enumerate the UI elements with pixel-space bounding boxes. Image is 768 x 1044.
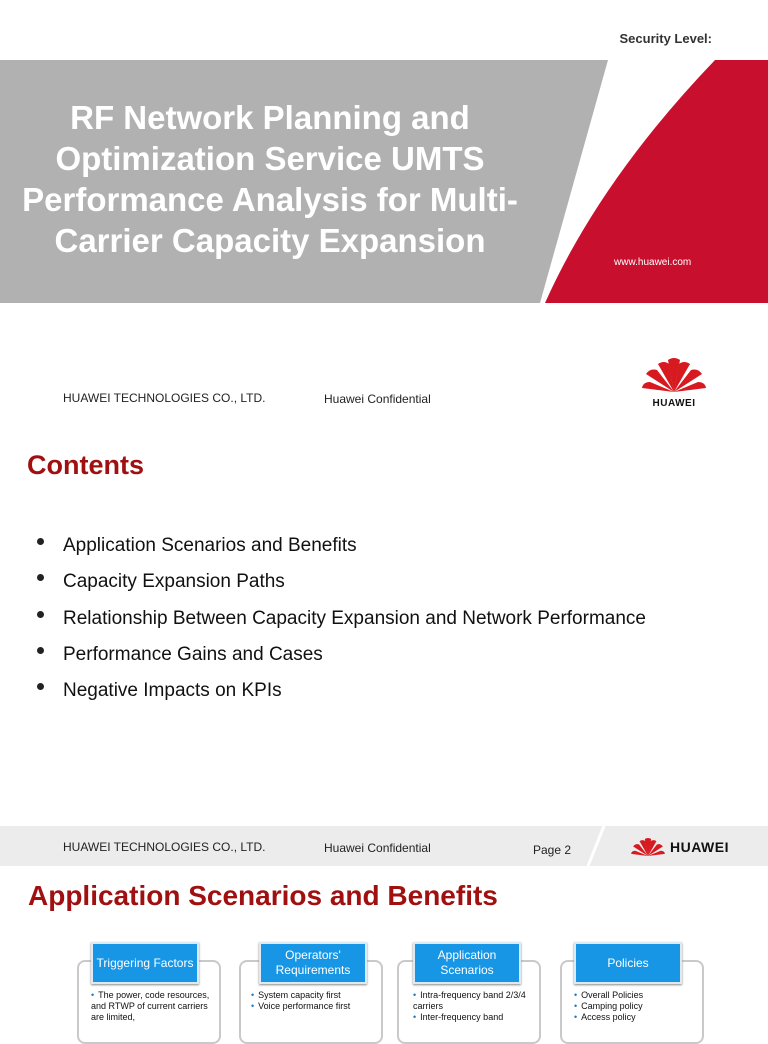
policies-header: Policies xyxy=(574,942,682,984)
application-scenarios-header: Application Scenarios xyxy=(413,942,521,984)
company-name: HUAWEI TECHNOLOGIES CO., LTD. xyxy=(63,391,266,405)
huawei-logo xyxy=(640,356,708,408)
confidential-label: Huawei Confidential xyxy=(324,392,431,406)
page-number: Page 2 xyxy=(533,843,572,857)
huawei-logo-text: HUAWEI xyxy=(670,839,729,855)
contents-title: Contents xyxy=(27,450,144,480)
website-url: www.huawei.com xyxy=(614,257,692,268)
list-item: Relationship Between Capacity Expansion and Network Performance xyxy=(37,608,646,630)
bullet-icon: • xyxy=(574,1012,578,1022)
list-item: • Inter-frequency band xyxy=(413,1012,504,1022)
bullet-icon: • xyxy=(251,990,255,1000)
list-item: Performance Gains and Cases xyxy=(37,644,323,666)
bullet-icon: • xyxy=(413,990,417,1000)
huawei-logo xyxy=(630,834,750,860)
list-item: • Access policy xyxy=(574,1012,636,1022)
list-item: • Camping policy xyxy=(574,1001,643,1011)
list-item: Capacity Expansion Paths xyxy=(37,571,285,593)
company-name: HUAWEI TECHNOLOGIES CO., LTD. xyxy=(63,840,266,854)
bullet-icon xyxy=(37,538,44,545)
bullet-icon: • xyxy=(413,1012,417,1022)
bullet-icon: • xyxy=(91,990,95,1000)
bullet-icon xyxy=(37,611,44,618)
section-title: Application Scenarios and Benefits xyxy=(28,880,498,911)
list-item: • Voice performance first xyxy=(251,1001,351,1011)
operators-requirements-header: Operators' Requirements xyxy=(259,942,367,984)
huawei-flower-icon xyxy=(640,356,708,394)
bullet-icon: • xyxy=(574,990,578,1000)
bullet-icon: • xyxy=(251,1001,255,1011)
huawei-logo-text: HUAWEI xyxy=(652,398,696,409)
security-level-label: Security Level: xyxy=(619,31,712,46)
triggering-factors-header: Triggering Factors xyxy=(91,942,199,984)
list-item: Application Scenarios and Benefits xyxy=(37,535,357,557)
bullet-icon xyxy=(37,647,44,654)
list-item: • Intra-frequency band 2/3/4 carriers xyxy=(413,990,526,1011)
footer-divider xyxy=(586,826,606,866)
list-item: • System capacity first xyxy=(251,990,341,1000)
list-item: Negative Impacts on KPIs xyxy=(37,680,282,702)
presentation-title: RF Network Planning and Optimization Service UMTS Performance Analysis for Multi-Carrier Capacity Expansion xyxy=(22,99,518,259)
bullet-icon xyxy=(37,574,44,581)
list-item: • The power, code resources, and RTWP of current carriers are limited, xyxy=(91,990,210,1022)
confidential-label: Huawei Confidential xyxy=(324,841,431,855)
bullet-icon xyxy=(37,683,44,690)
bullet-icon: • xyxy=(574,1001,578,1011)
list-item: • Overall Policies xyxy=(574,990,644,1000)
huawei-flower-icon xyxy=(630,836,666,858)
